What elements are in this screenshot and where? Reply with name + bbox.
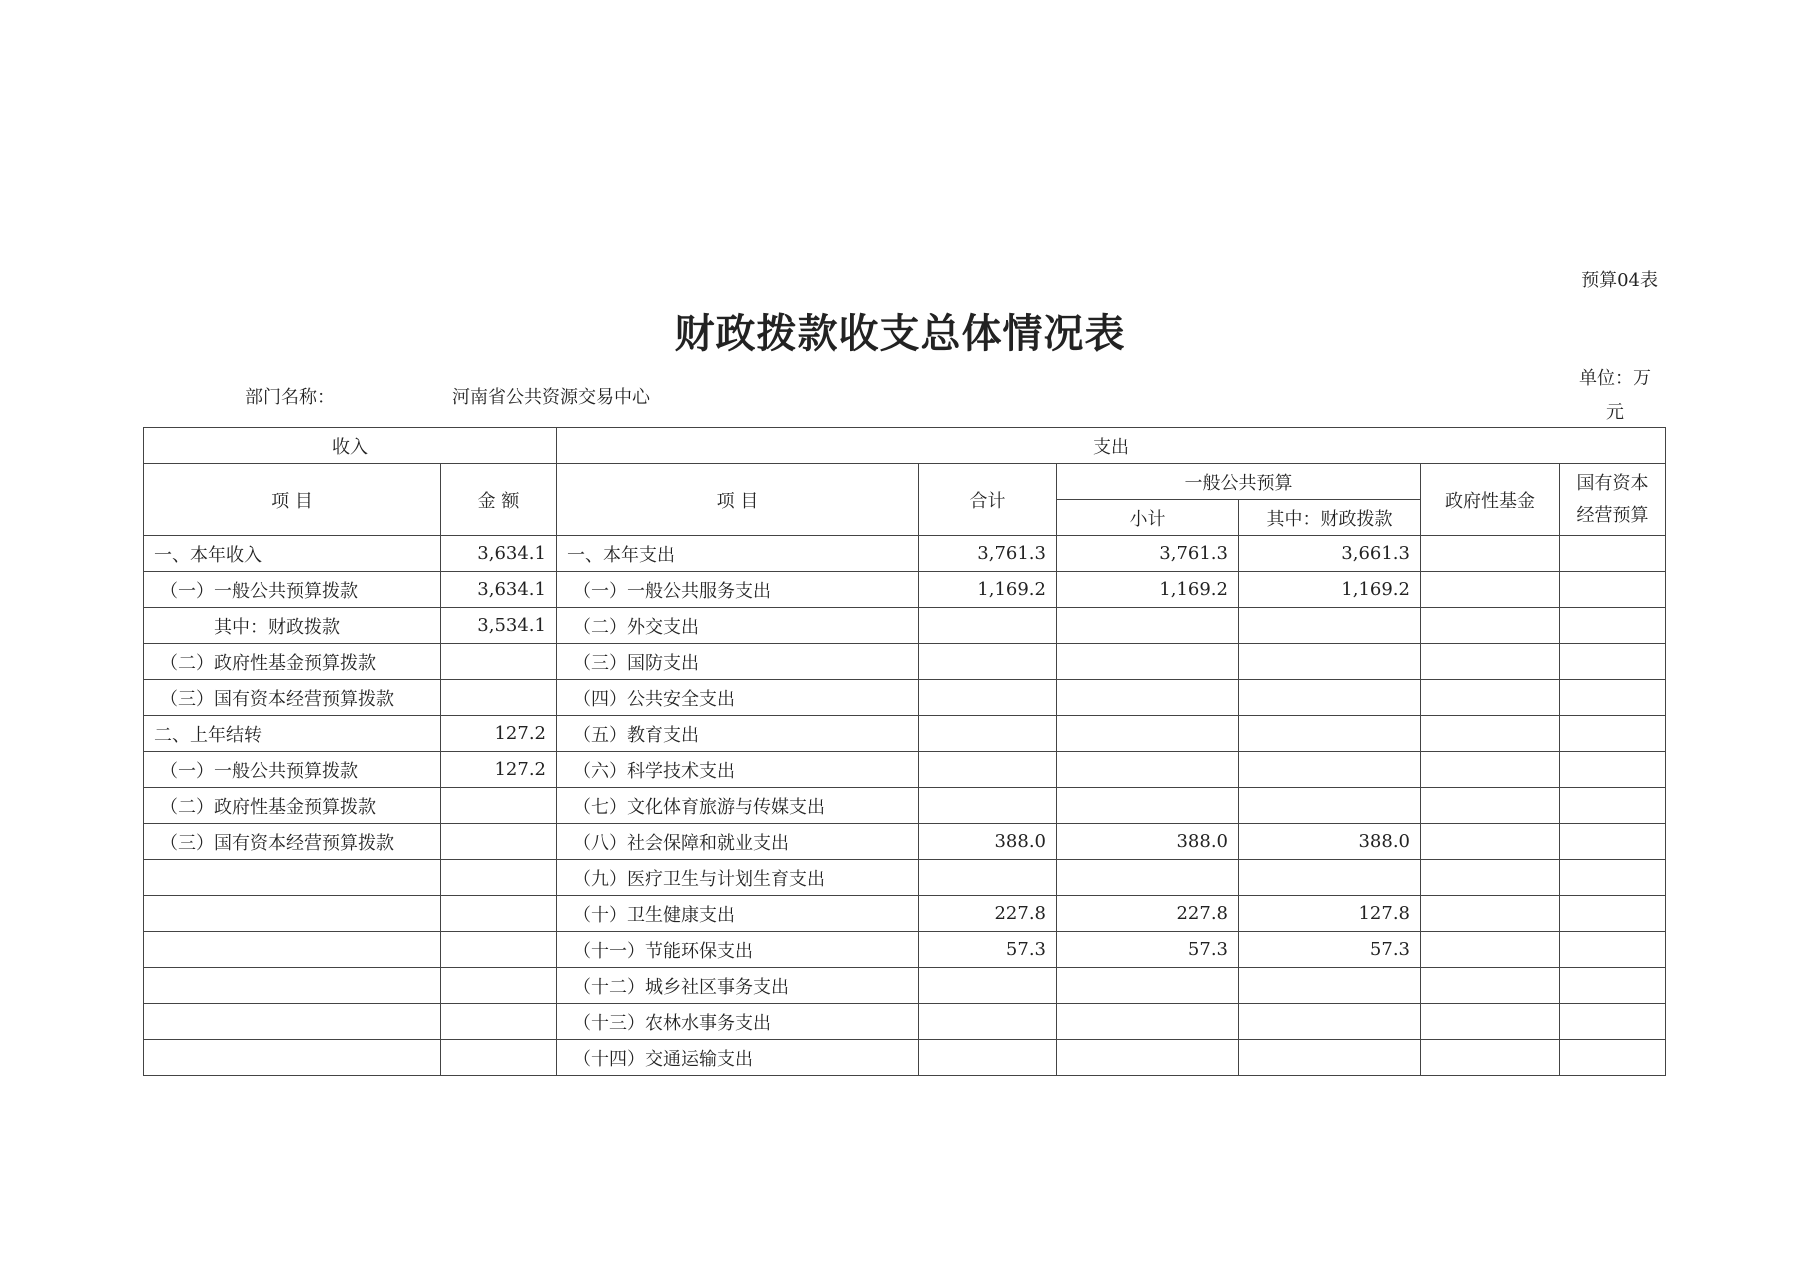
expense-item-cell: （十二）城乡社区事务支出 <box>557 968 919 1004</box>
income-amount-cell <box>441 680 557 716</box>
expense-item-cell: 一、本年支出 <box>557 536 919 572</box>
table-row <box>144 716 1666 752</box>
subtotal-cell: 57.3 <box>1057 932 1239 968</box>
gov-fund-cell <box>1421 932 1560 968</box>
subtotal-cell <box>1057 788 1239 824</box>
state-capital-line-1: 国有资本 <box>1576 472 1649 494</box>
income-amount-cell <box>441 1004 557 1040</box>
gov-fund-cell <box>1421 1040 1560 1076</box>
income-amount-cell <box>441 1040 557 1076</box>
of-which-cell <box>1239 680 1421 716</box>
gov-fund-cell <box>1421 824 1560 860</box>
gov-fund-cell <box>1421 716 1560 752</box>
income-item-cell <box>144 1004 441 1040</box>
income-amount-cell <box>441 788 557 824</box>
expense-item-cell: （十一）节能环保支出 <box>557 932 919 968</box>
table-row <box>144 968 1666 1004</box>
total-cell: 388.0 <box>919 824 1057 860</box>
income-item-cell <box>144 860 441 896</box>
total-cell <box>919 680 1057 716</box>
state-capital-cell <box>1560 680 1666 716</box>
expense-item-cell: （一）一般公共服务支出 <box>557 572 919 608</box>
state-capital-cell <box>1560 968 1666 1004</box>
col-header-item: 项 目 <box>144 464 441 536</box>
subtotal-cell: 1,169.2 <box>1057 572 1239 608</box>
of-which-cell <box>1239 1004 1421 1040</box>
of-which-cell: 388.0 <box>1239 824 1421 860</box>
income-item-cell: 一、本年收入 <box>144 536 441 572</box>
state-capital-cell <box>1560 752 1666 788</box>
table-row <box>144 1004 1666 1040</box>
state-capital-cell <box>1560 1040 1666 1076</box>
income-amount-cell: 127.2 <box>441 752 557 788</box>
expense-item-cell: （十四）交通运输支出 <box>557 1040 919 1076</box>
income-item-cell: 二、上年结转 <box>144 716 441 752</box>
total-cell <box>919 752 1057 788</box>
gov-fund-cell <box>1421 608 1560 644</box>
total-cell: 227.8 <box>919 896 1057 932</box>
income-item-cell: （三）国有资本经营预算拨款 <box>144 824 441 860</box>
of-which-cell: 1,169.2 <box>1239 572 1421 608</box>
subtotal-cell <box>1057 968 1239 1004</box>
total-cell: 3,761.3 <box>919 536 1057 572</box>
state-capital-cell <box>1560 932 1666 968</box>
total-cell: 1,169.2 <box>919 572 1057 608</box>
expense-item-cell: （五）教育支出 <box>557 716 919 752</box>
expense-item-cell: （三）国防支出 <box>557 644 919 680</box>
total-cell <box>919 968 1057 1004</box>
table-row <box>144 536 1666 572</box>
total-cell <box>919 1004 1057 1040</box>
table-row <box>144 608 1666 644</box>
income-header: 收入 <box>144 428 557 464</box>
col-header-total: 合计 <box>919 464 1057 536</box>
expense-item-cell: （十）卫生健康支出 <box>557 896 919 932</box>
income-item-cell <box>144 896 441 932</box>
subtotal-cell <box>1057 608 1239 644</box>
income-amount-cell <box>441 644 557 680</box>
page-title: 财政拨款收支总体情况表 <box>674 310 1126 357</box>
subtotal-cell <box>1057 680 1239 716</box>
state-capital-line-2: 经营预算 <box>1576 504 1649 526</box>
state-capital-cell <box>1560 608 1666 644</box>
total-cell <box>919 1040 1057 1076</box>
table-row <box>144 788 1666 824</box>
budget-table <box>143 427 1666 1076</box>
total-cell <box>919 860 1057 896</box>
income-amount-cell: 3,634.1 <box>441 536 557 572</box>
subtotal-cell: 227.8 <box>1057 896 1239 932</box>
of-which-cell <box>1239 644 1421 680</box>
gov-fund-cell <box>1421 968 1560 1004</box>
state-capital-cell <box>1560 824 1666 860</box>
of-which-cell <box>1239 752 1421 788</box>
table-row <box>144 752 1666 788</box>
col-header-amount: 金 额 <box>441 464 557 536</box>
income-amount-cell: 3,634.1 <box>441 572 557 608</box>
gov-fund-cell <box>1421 860 1560 896</box>
expense-item-cell: （七）文化体育旅游与传媒支出 <box>557 788 919 824</box>
gov-fund-cell <box>1421 896 1560 932</box>
subtotal-cell: 388.0 <box>1057 824 1239 860</box>
income-item-cell <box>144 968 441 1004</box>
header-row-2 <box>144 464 1666 500</box>
income-item-cell: （一）一般公共预算拨款 <box>144 752 441 788</box>
gov-fund-cell <box>1421 536 1560 572</box>
expense-item-cell: （八）社会保障和就业支出 <box>557 824 919 860</box>
table-row <box>144 644 1666 680</box>
state-capital-cell <box>1560 536 1666 572</box>
total-cell <box>919 716 1057 752</box>
expense-item-cell: （六）科学技术支出 <box>557 752 919 788</box>
subtotal-cell <box>1057 644 1239 680</box>
gov-fund-cell <box>1421 1004 1560 1040</box>
table-row <box>144 896 1666 932</box>
col-header-gov-fund: 政府性基金 <box>1421 464 1560 536</box>
income-amount-cell <box>441 824 557 860</box>
col-header-expense-item: 项 目 <box>557 464 919 536</box>
total-cell <box>919 644 1057 680</box>
expense-item-cell: （十三）农林水事务支出 <box>557 1004 919 1040</box>
gov-fund-cell <box>1421 572 1560 608</box>
of-which-cell <box>1239 608 1421 644</box>
expense-item-cell: （四）公共安全支出 <box>557 680 919 716</box>
total-cell <box>919 608 1057 644</box>
of-which-cell: 127.8 <box>1239 896 1421 932</box>
of-which-cell: 3,661.3 <box>1239 536 1421 572</box>
col-header-of-which: 其中：财政拨款 <box>1239 500 1421 536</box>
header-row-1 <box>144 428 1666 464</box>
form-number: 预算04表 <box>1581 270 1658 291</box>
unit-line-2: 元 <box>1606 402 1624 423</box>
income-amount-cell <box>441 932 557 968</box>
income-amount-cell <box>441 968 557 1004</box>
subtotal-cell: 3,761.3 <box>1057 536 1239 572</box>
expense-item-cell: （二）外交支出 <box>557 608 919 644</box>
state-capital-cell <box>1560 716 1666 752</box>
table-row <box>144 824 1666 860</box>
of-which-cell <box>1239 1040 1421 1076</box>
subtotal-cell <box>1057 1040 1239 1076</box>
table-row <box>144 680 1666 716</box>
department-value: 河南省公共资源交易中心 <box>452 387 650 408</box>
state-capital-cell <box>1560 860 1666 896</box>
gov-fund-cell <box>1421 680 1560 716</box>
income-item-cell: （一）一般公共预算拨款 <box>144 572 441 608</box>
state-capital-cell <box>1560 1004 1666 1040</box>
expense-header: 支出 <box>557 428 1666 464</box>
subtotal-cell <box>1057 1004 1239 1040</box>
table-row <box>144 860 1666 896</box>
income-item-cell: （三）国有资本经营预算拨款 <box>144 680 441 716</box>
income-item-cell: 其中：财政拨款 <box>144 608 441 644</box>
department-label: 部门名称： <box>245 387 335 408</box>
of-which-cell <box>1239 860 1421 896</box>
state-capital-cell <box>1560 572 1666 608</box>
col-header-general-budget: 一般公共预算 <box>1057 464 1421 500</box>
gov-fund-cell <box>1421 644 1560 680</box>
income-item-cell: （二）政府性基金预算拨款 <box>144 788 441 824</box>
table-row <box>144 572 1666 608</box>
col-header-state-capital <box>1560 464 1666 536</box>
gov-fund-cell <box>1421 788 1560 824</box>
total-cell: 57.3 <box>919 932 1057 968</box>
subtotal-cell <box>1057 752 1239 788</box>
gov-fund-cell <box>1421 752 1560 788</box>
unit-line-1: 单位：万 <box>1579 368 1651 389</box>
expense-item-cell: （九）医疗卫生与计划生育支出 <box>557 860 919 896</box>
subtotal-cell <box>1057 716 1239 752</box>
total-cell <box>919 788 1057 824</box>
col-header-subtotal: 小计 <box>1057 500 1239 536</box>
of-which-cell <box>1239 968 1421 1004</box>
income-item-cell <box>144 932 441 968</box>
of-which-cell: 57.3 <box>1239 932 1421 968</box>
unit-label <box>1550 362 1680 430</box>
subtotal-cell <box>1057 860 1239 896</box>
income-amount-cell <box>441 896 557 932</box>
income-item-cell: （二）政府性基金预算拨款 <box>144 644 441 680</box>
state-capital-cell <box>1560 896 1666 932</box>
table-row <box>144 932 1666 968</box>
income-amount-cell: 3,534.1 <box>441 608 557 644</box>
of-which-cell <box>1239 716 1421 752</box>
income-amount-cell <box>441 860 557 896</box>
state-capital-cell <box>1560 788 1666 824</box>
income-item-cell <box>144 1040 441 1076</box>
of-which-cell <box>1239 788 1421 824</box>
table-row <box>144 1040 1666 1076</box>
state-capital-cell <box>1560 644 1666 680</box>
income-amount-cell: 127.2 <box>441 716 557 752</box>
